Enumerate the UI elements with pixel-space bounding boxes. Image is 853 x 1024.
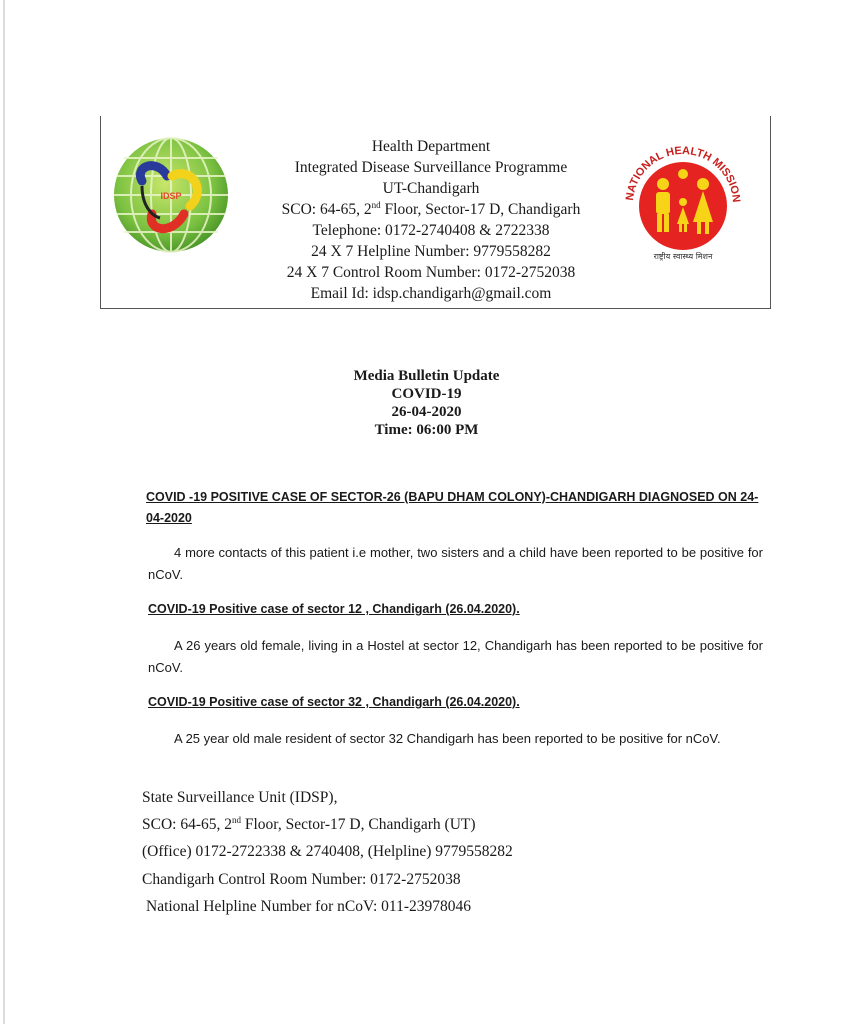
bulletin-title-block: [0, 367, 853, 439]
control-room: 24 X 7 Control Room Number: 0172-2752038: [286, 264, 576, 281]
telephone: Telephone: 0172-2740408 & 2722338: [312, 222, 550, 239]
section-heading: COVID -19 POSITIVE CASE OF SECTOR-26 (BAPU DHAM COLONY)-CHANDIGARH DIAGNOSED ON 24-04-2020: [146, 490, 759, 525]
bulletin-subtitle: COVID-19: [391, 386, 462, 402]
footer-control-room: Chandigarh Control Room Number: 0172-2752038: [142, 871, 461, 888]
section-heading: COVID-19 Positive case of sector 12 , Chandigarh (26.04.2020).: [148, 602, 520, 616]
email[interactable]: Email Id: idsp.chandigarh@gmail.com: [310, 285, 552, 302]
section-body-text: A 25 year old male resident of sector 32 Chandigarh has been reported to be positive for nCoV.: [174, 731, 721, 746]
address-part-2: Floor, Sector-17 D, Chandigarh: [380, 201, 581, 218]
section-body: [148, 635, 763, 678]
footer-address-sup: nd: [232, 814, 241, 825]
idsp-globe-logo: [112, 136, 230, 254]
nhm-hindi-text: राष्ट्रीय स्वास्थ्य मिशन: [653, 252, 713, 261]
idsp-logo-text: IDSP: [160, 191, 182, 201]
address: [241, 199, 621, 220]
address-sup: nd: [371, 199, 381, 210]
bulletin-date: 26-04-2020: [391, 404, 462, 420]
footer-address: [142, 816, 476, 834]
page-edge: [3, 0, 5, 1024]
helpline: 24 X 7 Helpline Number: 9779558282: [311, 243, 551, 260]
section-body-text: A 26 years old female, living in a Hostel at sector 12, Chandigarh has been reported to be positive for nCoV.: [148, 638, 763, 675]
footer-address-part-2: Floor, Sector-17 D, Chandigarh (UT): [241, 816, 476, 833]
letterhead: [100, 116, 771, 309]
footer-address-part: SCO: 64-65, 2: [142, 816, 232, 833]
address-part: SCO: 64-65, 2: [281, 201, 372, 218]
footer-national-helpline: National Helpline Number for nCoV: 011-23978046: [146, 898, 472, 915]
nhm-family-logo: [619, 124, 744, 264]
programme-name: Integrated Disease Surveillance Programme: [294, 159, 568, 176]
section-body: [148, 542, 763, 585]
section-heading: COVID-19 Positive case of sector 32 , Chandigarh (26.04.2020).: [148, 695, 520, 709]
footer-unit: State Surveillance Unit (IDSP),: [142, 789, 338, 806]
nhm-logo-text: NATIONAL HEALTH MISSION: [624, 144, 743, 204]
location: UT-Chandigarh: [382, 180, 480, 197]
section-body: [148, 728, 763, 750]
bulletin-title: Media Bulletin Update: [353, 368, 500, 384]
letterhead-text: [241, 136, 621, 304]
section-body-text: 4 more contacts of this patient i.e mother, two sisters and a child have been reported to be positive for nCoV.: [148, 545, 763, 582]
footer-office: (Office) 0172-2722338 & 2740408, (Helpline) 9779558282: [142, 843, 513, 860]
department-name: Health Department: [371, 138, 491, 155]
bulletin-time: Time: 06:00 PM: [374, 422, 479, 438]
